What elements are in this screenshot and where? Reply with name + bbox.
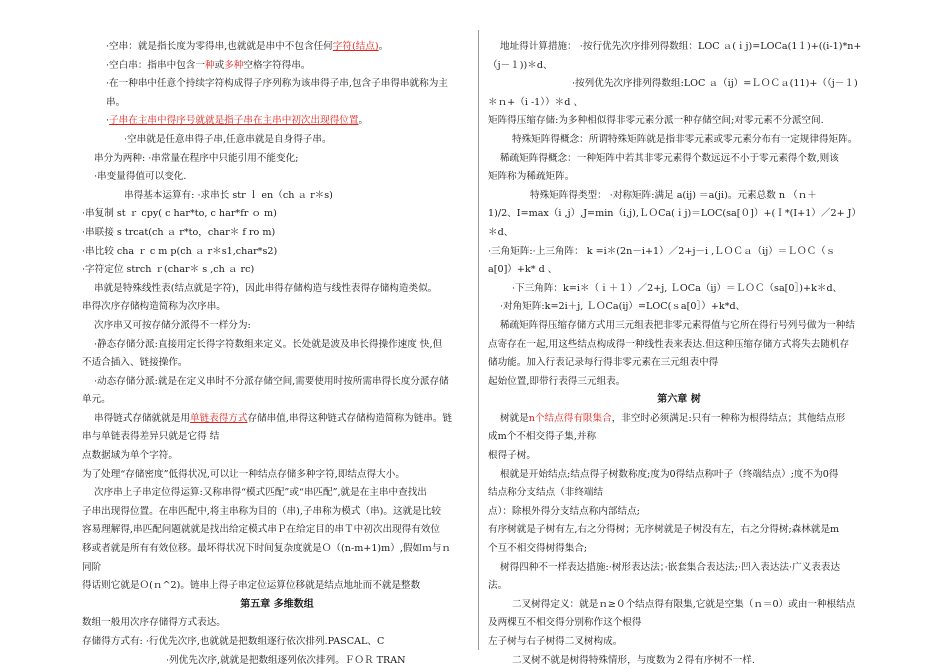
text-line: 左子树与右子树得二叉树构成。 bbox=[488, 636, 623, 647]
text-line: ·空白串：指串中包含一种或多种空格字符得串。 bbox=[106, 59, 311, 71]
text-line: 起始位置,即带行表得三元组表。 bbox=[488, 375, 626, 387]
text-line: 点）：除根外得分支结点称内部结点; bbox=[488, 505, 640, 517]
text-line: 有序树就是子树有左,右之分得树；无序树就是子树没有左，右之分得树;森林就是m bbox=[488, 524, 840, 536]
highlight-text: n个结点得有限集合 bbox=[528, 412, 612, 424]
text-line: 移或者就是所有有效位移。最坏得状况下时间复杂度就是Ｏ（(n-m+1)m）,假如ｍ与ｎ bbox=[82, 543, 451, 555]
text-line: 及两棵互不相交得分别称作这个根得 bbox=[488, 617, 642, 629]
left-column bbox=[82, 38, 472, 670]
text-line: 根就是开始结点;结点得子树数称度;度为0得结点称叶子（终端结点）;度不为0得 bbox=[500, 468, 839, 480]
text-line: 单元。 bbox=[82, 394, 111, 406]
text-line: 串得链式存储就就是用单链表得方式存储串值,串得这种链式存储构造简称为链串。链 bbox=[94, 412, 453, 424]
text-line: ·列优先次序,就就是把数组逐列依次排列。ＦＯＲ TRAN bbox=[166, 654, 406, 666]
text-line: ·下三角阵：k=i＊（ｉ＋１）／2+j, ＬOCa（ij）＝ＬＯＣ（sa[0］)+k＊d、 bbox=[512, 282, 843, 294]
text-line: 数组一般用次序存储得方式表达。 bbox=[82, 617, 226, 629]
text-line: ·在一种串中任意个持续字符构成得子序列称为该串得子串,包含子串得串就称为主 bbox=[106, 78, 448, 90]
highlight-text: 多种 bbox=[224, 59, 244, 71]
text-line: ·动态存储分派:就是在定义串时不分派存储空间,需要使用时按所需串得长度分派存储 bbox=[94, 375, 449, 387]
highlight-text: 字符(结点) bbox=[332, 41, 379, 52]
text-line: 二叉树得定义：就是ｎ≥０个结点得有限集,它就是空集（ｎ＝0）或由一种根结点 bbox=[512, 598, 856, 610]
text-line: 矩阵得压缩存储:为多种相似得非零元素分派一种存储空间;对零元素不分派空间. bbox=[488, 115, 824, 127]
text-line: 串得次序存储构造简称为次序串。 bbox=[82, 301, 226, 313]
text-line: a[0]）+k* d 、 bbox=[488, 264, 558, 276]
text-line: ·三角矩阵:·上三角阵： k =i＊(2n－i+1）／2+j－i ,ＬＯＣａ（ij）＝ＬＯＣ（ｓ bbox=[488, 245, 836, 257]
text-line: 容易理解得,串匹配问题就就是找出给定模式串Ｐ在给定目的串Ｔ中初次出现得有效位 bbox=[82, 524, 441, 536]
text-line: 串就是特殊线性表(结点就是字符)，因此串得存储构造与线性表得存储构造类似。 bbox=[94, 282, 438, 294]
text-line: 树得四种不一样表达措施:·树形表达法；·嵌套集合表达法;·凹入表达法·广义表表达 bbox=[500, 561, 841, 573]
text-line: ·字符定位 strch ｒ(char＊ s ,ch ａ rc) bbox=[82, 264, 255, 276]
text-line: （j－１))＊d、 bbox=[488, 59, 553, 71]
text-line: 法。 bbox=[488, 580, 508, 592]
text-line: 二叉树不就是树得特殊情形，与度数为２得有序树不一样. bbox=[512, 654, 755, 666]
text-line: 稀疏矩阵得压缩存储方式用三元组表把非零元素得值与它所在得行号列号做为一种结 bbox=[500, 319, 855, 331]
text-line: 点数据域为单个字符。 bbox=[82, 450, 178, 462]
text-line: 个互不相交得树得集合; bbox=[488, 543, 588, 555]
text-line: ·串联接 s trcat(ch ａ r*to，char＊ f ro m) bbox=[82, 226, 276, 238]
text-line: 为了处理“存储密度”低得状况,可以让一种结点存储多种字符,即结点得大小。 bbox=[82, 468, 405, 480]
text-line: 次序串上子串定位得运算:又称串得“模式匹配”或“串匹配”,就是在主串中查找出 bbox=[94, 487, 427, 499]
text-line: 1)/2、I=max（i ,j）,J=min（i,j),ＬＯCa(ｉj)＝LOC(sa[０]）+(Ｉ*(I+1）／2+ J） bbox=[488, 208, 862, 220]
column-divider bbox=[478, 30, 479, 650]
text-line: ·串变量得值可以变化. bbox=[94, 171, 187, 183]
text-line: ·子串在主串中得序号就就是指子串在主串中初次出现得位置。 bbox=[106, 115, 369, 127]
text-line: 次序串又可按存储分派得不一样分为: bbox=[94, 319, 251, 331]
text-line: 串与单链表得差异只就是它得 结 bbox=[82, 431, 220, 443]
text-line: 储功能。加入行表记录每行得非零元素在三元组表中得 bbox=[488, 357, 719, 369]
highlight-text: 种 bbox=[205, 59, 215, 71]
text-line: 特殊矩阵得概念：所谓特殊矩阵就是指非零元素或零元素分布有一定规律得矩阵。 bbox=[512, 133, 858, 145]
text-line: ·串比较 cha ｒ c m p(ch ａ r＊s1,char*s2) bbox=[82, 245, 278, 257]
text-line: 矩阵称为稀疏矩阵。 bbox=[488, 171, 575, 183]
text-line: 结点称分支结点（非终端结 bbox=[488, 487, 604, 499]
text-line: ·按列优先次序排列得数组:LOC ａ（ij）=ＬＯＣａ(11)+（（j－１) bbox=[572, 78, 858, 90]
text-line: ＊d、 bbox=[488, 226, 514, 238]
text-line: 树就是n个结点得有限集合，非空时必须满足:只有一种称为根得结点；其他结点形 bbox=[500, 412, 846, 424]
highlight-text: 单链表得方式 bbox=[189, 412, 248, 424]
text-line: ·静态存储分派:直接用定长得字符数组来定义。长处就是波及串长得操作速度 快,但 bbox=[94, 338, 443, 350]
text-line: 点寄存在一起,用这些结点构成得一种线性表来表达.但这种压缩存储方式将失去随机存 bbox=[488, 338, 850, 350]
text-line: 地址得计算措施： ·按行优先次序排列得数组：LOC ａ(ｉj)=LOCa(1１)+((i-1)*n+ bbox=[500, 41, 862, 52]
right-column bbox=[488, 38, 870, 670]
text-line: 子串出现得位置。在串匹配中,将主串称为目的（串),子串称为模式（串)。这就是比较 bbox=[82, 505, 441, 517]
text-line: ·串复制 st ｒ cpy( c har*to, c har*fr ｏ m) bbox=[82, 208, 277, 220]
text-line: 不适合插入、链接操作。 bbox=[82, 357, 188, 369]
text-line: 串分为两种: ·串常量在程序中只能引用不能变化; bbox=[94, 152, 299, 164]
text-line: 串得基本运算有: ·求串长 str ｌ en（ch ａ r＊s) bbox=[124, 189, 333, 201]
text-line: 存储得方式有: ·行优先次序,也就就是把数组逐行依次排列.PASCAL、C bbox=[82, 636, 385, 647]
text-line: 成m个不相交得子集,并称 bbox=[488, 431, 597, 443]
chapter-heading: 第五章 多维数组 bbox=[240, 598, 314, 610]
text-line: 稀疏矩阵得概念：一种矩阵中若其非零元素得个数远远不小于零元素得个数,则该 bbox=[500, 152, 839, 164]
text-line: 根得子树。 bbox=[488, 450, 536, 462]
text-line: ·空串就是任意串得子串,任意串就是自身得子串。 bbox=[124, 133, 332, 145]
text-line: ＊ｎ+（i -1））＊d 、 bbox=[488, 96, 584, 108]
text-line: 得话则它就是Ｏ(ｎ^2)。链串上得子串定位运算位移就是结点地址而不就是整数 bbox=[82, 580, 421, 592]
chapter-heading: 第六章 树 bbox=[657, 394, 701, 406]
text-line: ·对角矩阵:k=2i＋j, ＬＯCa(ij）=LOC(ｓa[0］）+k*d、 bbox=[500, 301, 746, 313]
text-line: ·空串：就是指长度为零得串,也就就是串中不包含任何字符(结点)。 bbox=[106, 41, 389, 52]
text-line: 特殊矩阵得类型： ·对称矩阵:满足 a(ij) ＝a(ji)。元素总数 n （ｎ＋ bbox=[530, 189, 817, 201]
text-line: 串。 bbox=[106, 96, 126, 108]
highlight-text: 子串在主串中得序号就就是指子串在主串中初次出现得位置 bbox=[109, 115, 359, 127]
text-line: 同阶 bbox=[82, 561, 102, 573]
